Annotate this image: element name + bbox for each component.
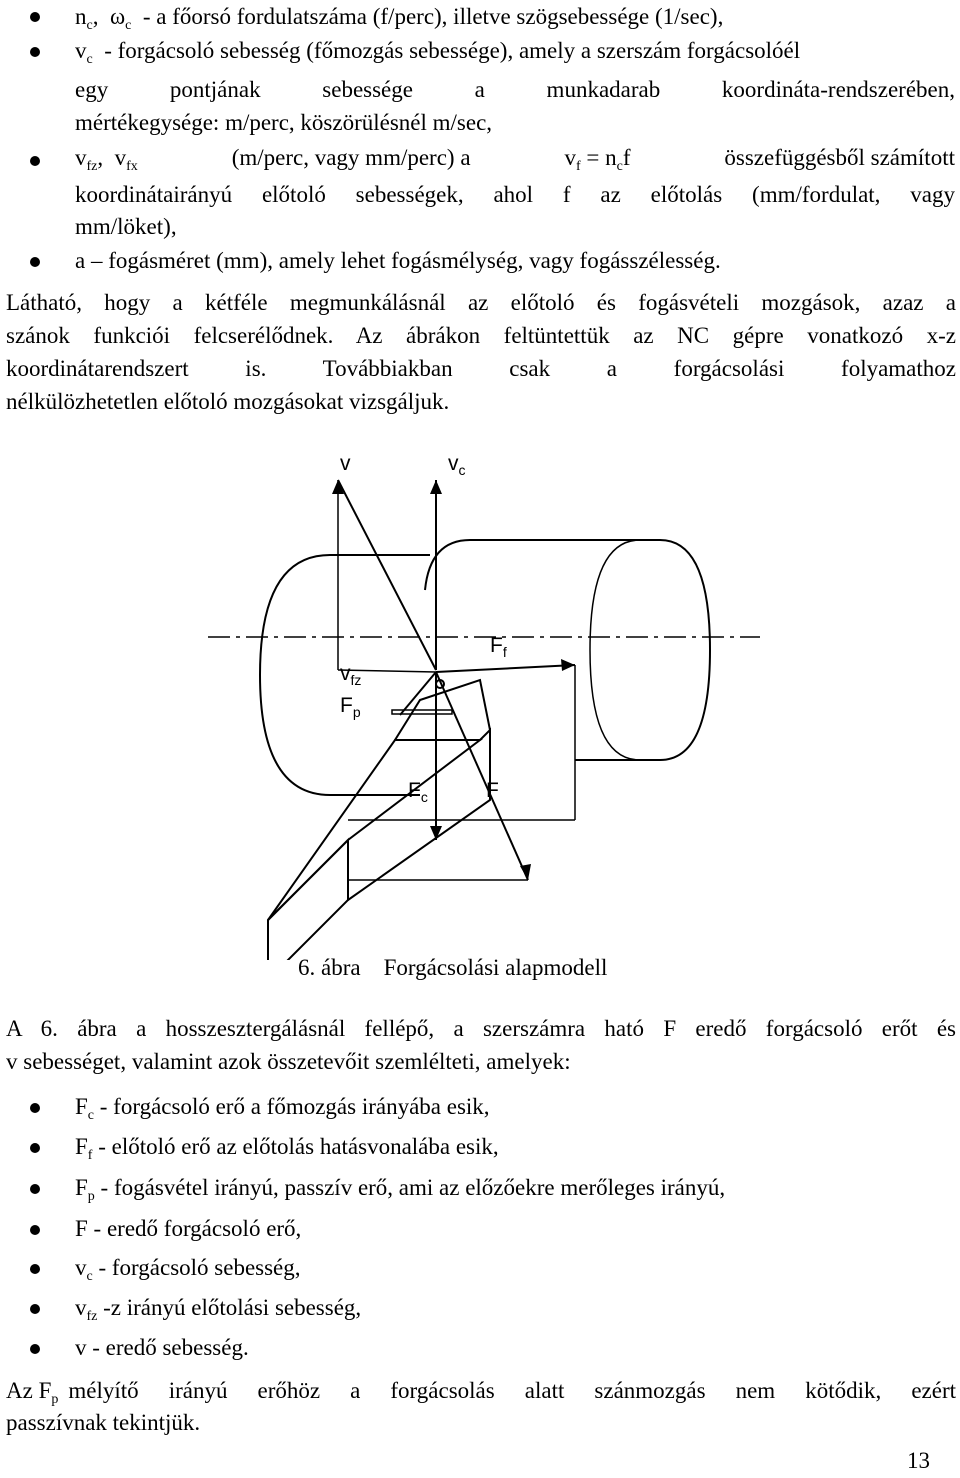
bullet — [30, 1304, 40, 1314]
list-item: v - eredő sebesség. — [75, 1335, 249, 1360]
vector-F — [436, 672, 528, 880]
svg-text:Ff: $F_f$ — [490, 634, 507, 660]
bullet — [30, 47, 40, 57]
list-item: $v_{fz}$ -z irányú előtolási sebesség, — [75, 1295, 362, 1324]
paragraph-line: Az $F_p$ mélyítő irányú erőhöz a forgácsolás alatt szánmozgás nem kötődik, ezért — [6, 1378, 956, 1407]
paragraph-line: koordinátarendszert is. Továbbiakban csak a forgácsolási folyamathoz — [6, 356, 956, 381]
bullet — [30, 1143, 40, 1153]
list-item: $F_f$ - előtoló erő az előtolás hatásvonalába esik, — [75, 1134, 499, 1163]
page-number: 13 — [907, 1448, 930, 1473]
list-item-a: a – fogásméret (mm), amely lehet fogásmélység, vagy fogásszélesség. — [75, 248, 721, 273]
bullet — [30, 1103, 40, 1113]
svg-text:vfz: $v_{fz}$ — [340, 662, 362, 688]
paragraph-line: A 6. ábra a hosszesztergálásnál fellépő, a szerszámra ható F eredő forgácsoló erőt és — [6, 1016, 956, 1041]
label-Fp: F — [340, 694, 353, 717]
bullet — [30, 1344, 40, 1354]
svg-text:vc: $v_c$ — [448, 452, 466, 478]
list-item-vc: $v_c$ - forgácsoló sebesség (főmozgás sebessége), amely a szerszám forgácsolóél — [75, 38, 801, 67]
label-v: v — [340, 452, 351, 475]
svg-text:F — [486, 779, 499, 802]
paragraph-line: nélkülözhetetlen előtoló mozgásokat vizsgáljuk. — [6, 389, 450, 414]
label-vc: v — [448, 452, 459, 475]
label-Ff: F — [490, 634, 503, 657]
vector-Ff — [436, 665, 575, 672]
list-item-vc-line3: mértékegysége: m/perc, köszörülésnél m/sec, — [75, 110, 493, 135]
bullet — [30, 156, 40, 166]
paragraph-line: passzívnak tekintjük. — [6, 1410, 201, 1435]
label-F: F — [486, 779, 499, 802]
tool-shank-front — [268, 840, 348, 960]
list-item: F - eredő forgácsoló erő, — [75, 1216, 302, 1241]
cutting-model-figure — [0, 440, 960, 960]
svg-text:v — [340, 452, 351, 475]
workpiece-front-cylinder — [425, 540, 470, 590]
list-item: $F_c$ - forgácsoló erő a főmozgás irányába esik, — [75, 1094, 490, 1123]
list-item-nc: $n_c$, $\omega_c$ - a főorsó fordulatszáma (f/perc), illetve szögsebessége (1/sec), — [75, 4, 724, 33]
bullet — [30, 257, 40, 267]
list-item-vf-line2: koordinátairányú előtoló sebességek, ahol f az előtolás (mm/fordulat, vagy — [75, 182, 955, 207]
list-item-vf: $v_{fz}$, $v_{fx}$ (m/perc, vagy mm/perc) a $v_f = n_cf$ összefüggésből számított — [75, 145, 955, 174]
list-item-vc-line2: egy pontjának sebessége a munkadarab koordináta-rendszerében, — [75, 77, 955, 102]
svg-text:Fp: $F_p$ — [340, 694, 361, 720]
bullet — [30, 1264, 40, 1274]
vector-v — [338, 480, 436, 670]
svg-text:Fc: $F_c$ — [408, 779, 428, 805]
paragraph-line: Látható, hogy a kétféle megmunkálásnál az előtoló és fogásvételi mozgások, azaz a — [6, 290, 956, 315]
figure-caption: 6. ábra Forgácsolási alapmodell — [298, 955, 608, 980]
bullet — [30, 1184, 40, 1194]
list-item: $F_p$ - fogásvétel irányú, passzív erő, ami az előzőekre merőleges irányú, — [75, 1175, 726, 1204]
paragraph-line: v sebességet, valamint azok összetevőit szemlélteti, amelyek: — [6, 1049, 571, 1074]
list-item: $v_c$ - forgácsoló sebesség, — [75, 1255, 301, 1284]
label-Fc: F — [408, 779, 421, 802]
paragraph-line: szánok funkciói felcserélődnek. Az ábrákon feltüntettük az NC gépre vonatkozó x-z — [6, 323, 956, 348]
label-vfz: v — [340, 662, 351, 685]
list-item-vf-line3: mm/löket), — [75, 214, 177, 239]
bullet — [30, 12, 40, 22]
bullet — [30, 1225, 40, 1235]
